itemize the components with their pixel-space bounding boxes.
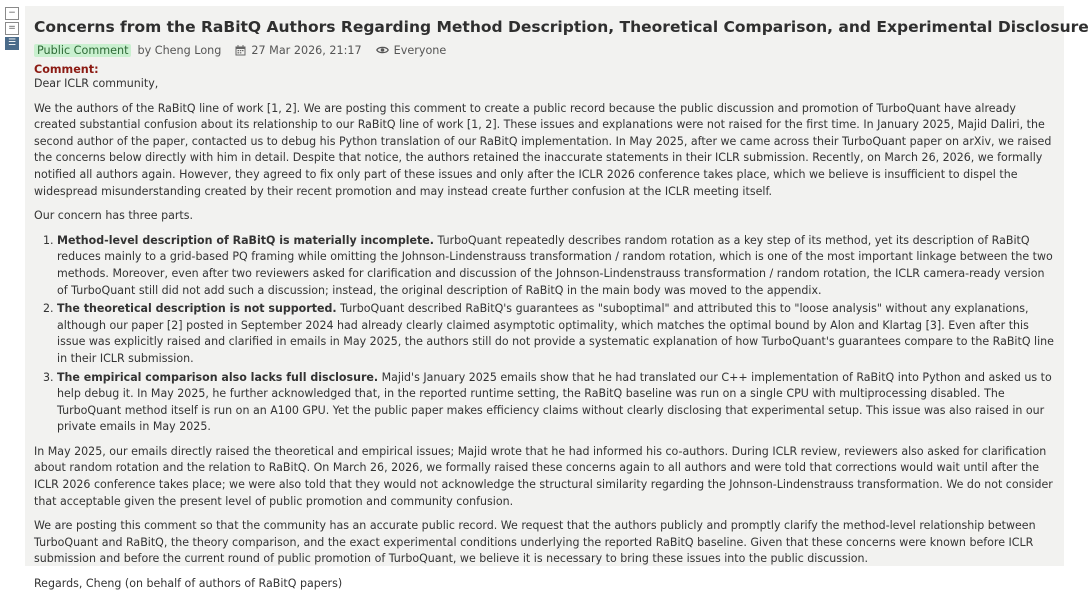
list-item-text: Majid's January 2025 emails show that he had translated our C++ implementation of RaBitQ into Python and asked us to help debug it. In May 2025, he further acknowledged that, in the reported runtime setting, the RaBitQ baseline was run on a single CPU with multiprocessing disabled. The TurboQuant method itself is run on an A100 GPU. Yet the public paper makes efficiency claims without clearly disclosing that experimental setup. This issue was also raised in our private emails in May 2025.	[57, 370, 1052, 434]
paragraph-2: Our concern has three parts.	[34, 209, 194, 223]
expanded-view-button[interactable]: ☰	[5, 37, 19, 50]
view-mode-controls	[5, 7, 21, 52]
paragraph-3: In May 2025, our emails directly raised the theoretical and empirical issues; Majid wrote that he had informed his co-authors. During ICLR review, reviewers also asked for clarification about random rotation and the relation to RaBitQ. On March 26, 2026, we formally raised these concerns again to all authors and were told that corrections would wait until after the ICLR 2026 conference takes place; we were also told that they would not acknowledge the structural similarity regarding the Johnson-Lindenstrauss transformation. We do not consider that acceptable given the present level of public promotion and community confusion.	[34, 444, 1053, 508]
eye-icon	[376, 45, 389, 55]
list-item	[57, 233, 1055, 299]
note-title: Concerns from the RaBitQ Authors Regarding Method Description, Theoretical Comparison, and Experimental Disclosure	[34, 18, 1089, 36]
note-header	[34, 15, 1089, 39]
comment-field-label: Comment:	[34, 63, 99, 76]
paragraph-4: We are posting this comment so that the community has an accurate public record. We request that the authors publicly and promptly clarify the method-level relationship between TurboQuant and RaBitQ, the theory comparison, and the exact experimental conditions underlying the reported RaBitQ baseline. Given that these concerns were known before ICLR submission and before the current round of public promotion of TurboQuant, we believe it is necessary to bring these issues into the public discussion.	[34, 519, 1036, 566]
note-readers: Everyone	[393, 43, 447, 57]
concern-list	[34, 233, 1055, 436]
list-item-heading: Method-level description of RaBitQ is materially incomplete.	[57, 233, 434, 247]
list-item	[57, 370, 1055, 436]
compact-button[interactable]: =	[5, 22, 19, 35]
comment-note	[25, 6, 1089, 591]
greeting: Dear ICLR community,	[34, 77, 159, 90]
author-signature[interactable]: by Cheng Long	[137, 43, 222, 57]
closing: Regards, Cheng (on behalf of authors of RaBitQ papers)	[34, 577, 343, 591]
paragraph-1: We the authors of the RaBitQ line of work [1, 2]. We are posting this comment to create a public record because the public discussion and promotion of TurboQuant have already created substantial confusion about its relationship to our RaBitQ line of work [1, 2]. These issues and explanations were not raised for the first time. In January 2025, Majid Daliri, the second author of the paper, contacted us to debug his Python translation of our RaBitQ implementation. In May 2025, after we came across their TurboQuant paper on arXiv, we raised the concerns below directly with him in detail. Despite that notice, the authors retained the inaccurate statements in their ICLR submission. Recently, on March 26, 2026, we formally notified all authors again. However, they agreed to fix only part of these issues and only after the ICLR 2026 conference takes place, which we believe is insufficient to dispel the widespread misunderstanding created by their recent promotion and may instead create further confusion at the ICLR meeting itself.	[34, 101, 1052, 198]
list-item-heading: The empirical comparison also lacks full disclosure.	[57, 370, 379, 384]
list-item-text: TurboQuant described RaBitQ's guarantees as "suboptimal" and attributed this to "loose analysis" without any explanations, although our paper [2] posted in September 2024 had already clearly claimed asymptotic optimality, which matches the optimal bound by Alon and Klartag [3]. Even after this issue was explicitly raised and clarified in emails in May 2025, the authors still do not provide a systematic explanation of how TurboQuant's guarantees compare to the RaBitQ line in their ICLR submission.	[57, 302, 1054, 365]
note-meta	[34, 42, 1055, 58]
comment-body	[34, 76, 1055, 593]
list-item-heading: The theoretical description is not supported.	[57, 302, 337, 316]
calendar-icon	[235, 45, 246, 56]
list-item	[57, 301, 1055, 367]
list-item-text: TurboQuant repeatedly describes random rotation as a key step of its method, yet its description of RaBitQ reduces mainly to a grid-based PQ framing while omitting the Johnson-Lindenstrauss transformation / random rotation, which is one of the most important linkage between the two methods. Moreover, even after two reviewers asked for clarification and discussion of the Johnson-Lindenstrauss transformation / random rotation, the ICLR camera-ready version of TurboQuant still did not add such a discussion; instead, the original description of RaBitQ in the main body was moved to the appendix.	[57, 233, 1053, 297]
note-date: 27 Mar 2026, 21:17	[251, 43, 362, 57]
collapse-button[interactable]: −	[5, 7, 19, 20]
invitation-badge: Public Comment	[34, 44, 131, 57]
